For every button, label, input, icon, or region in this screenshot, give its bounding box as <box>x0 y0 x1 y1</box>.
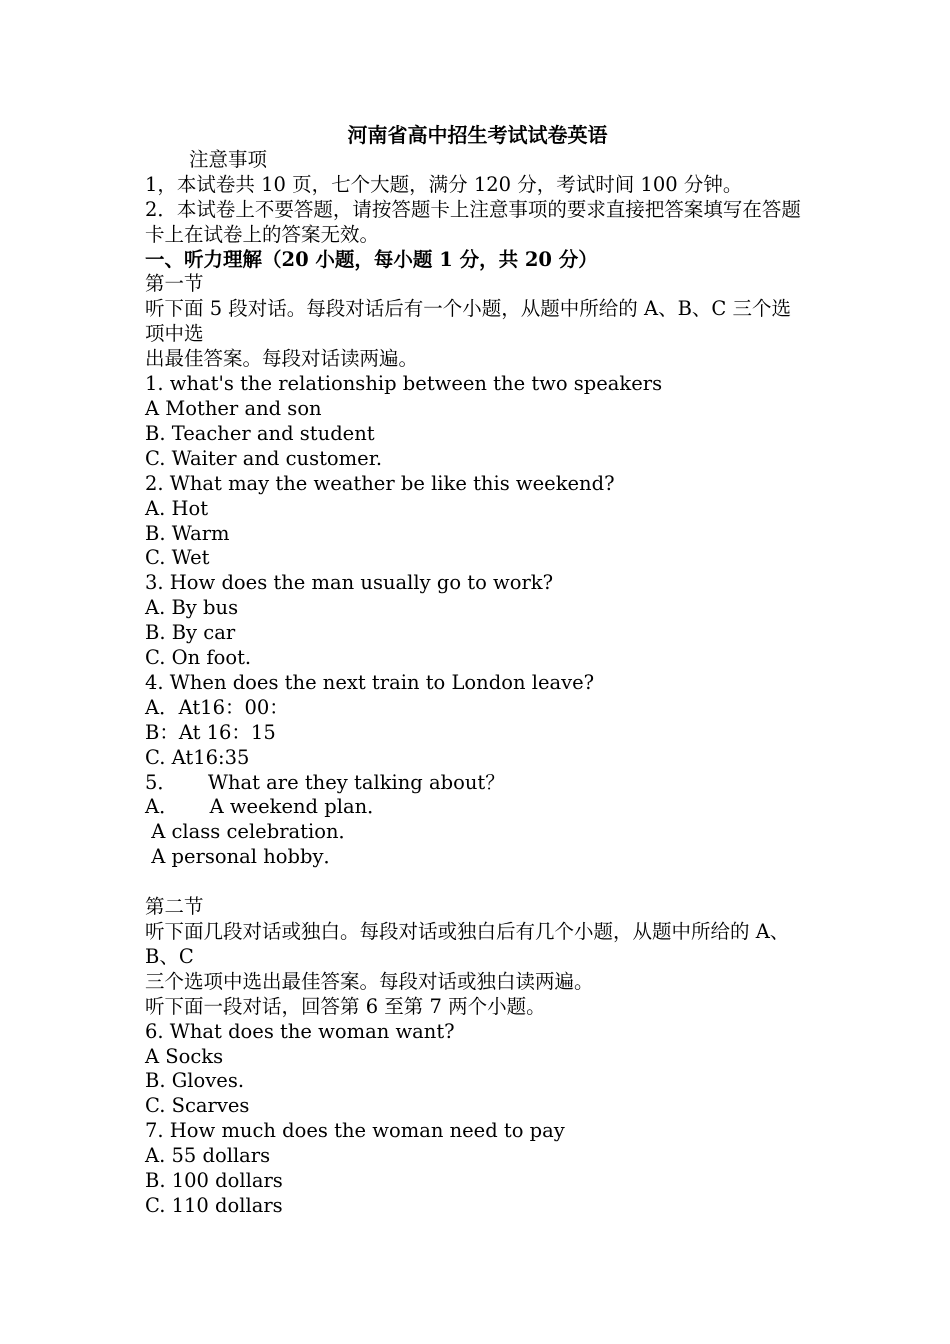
answer-option: B. By car <box>145 621 236 645</box>
section-instruction: 三个选项中选出最佳答案。每段对话或独白读两遍。 <box>145 969 594 993</box>
notice-item: 2．本试卷上不要答题，请按答题卡上注意事项的要求直接把答案填写在答题卡上在试卷上的答案无效。 <box>145 197 801 246</box>
question-text: 4. When does the next train to London leave? <box>145 670 595 694</box>
section-instruction: 听下面 5 段对话。每段对话后有一个小题，从题中所给的 A、B、C 三个选项中选 <box>145 297 792 346</box>
blank-line <box>145 870 810 895</box>
notice-item: 1，本试卷共 10 页，七个大题，满分 120 分，考试时间 100 分钟。 <box>145 172 743 196</box>
answer-option: A personal hobby． <box>145 845 343 869</box>
answer-option: C. Waiter and customer. <box>145 446 383 470</box>
answer-option: B. Teacher and student <box>145 421 375 445</box>
section-instruction: 出最佳答案。每段对话读两遍。 <box>145 347 419 371</box>
answer-option: C. Scarves <box>145 1094 250 1118</box>
answer-option: A class celebration． <box>145 820 359 844</box>
question-text: 7. How much does the woman need to pay <box>145 1119 565 1143</box>
section-heading: 第二节 <box>145 895 204 919</box>
question-text: 6. What does the woman want? <box>145 1019 455 1043</box>
question-text: 2. What may the weather be like this weekend? <box>145 471 615 495</box>
question-text: 5． What are they talking about？ <box>145 770 505 794</box>
answer-option: C. 110 dollars <box>145 1193 283 1217</box>
document-body <box>145 123 810 1219</box>
answer-option: A. 55 dollars <box>145 1144 271 1168</box>
section-instruction: 听下面几段对话或独白。每段对话或独白后有几个小题，从题中所给的 A、B、C <box>145 919 790 968</box>
answer-option: B. Warm <box>145 521 230 545</box>
section-instruction: 听下面一段对话，回答第 6 至第 7 两个小题。 <box>145 994 546 1018</box>
section-heading: 第一节 <box>145 272 204 296</box>
answer-option: C. On foot. <box>145 646 252 670</box>
notice-heading: 注意事项 <box>189 147 268 171</box>
answer-option: B. 100 dollars <box>145 1169 283 1193</box>
answer-option: B：At 16：15 <box>145 720 276 744</box>
answer-option: A．At16：00： <box>145 695 289 719</box>
page-title: 河南省高中招生考试试卷英语 <box>347 123 608 147</box>
answer-option: A Socks <box>145 1044 224 1068</box>
answer-option: B. Gloves. <box>145 1069 245 1093</box>
answer-option: A. Hot <box>145 496 209 520</box>
answer-option: A． A weekend plan． <box>145 795 387 819</box>
question-text: 1. what's the relationship between the two speakers <box>145 372 663 396</box>
answer-option: C. At16:35 <box>145 745 250 769</box>
question-text: 3. How does the man usually go to work? <box>145 571 554 595</box>
answer-option: C. Wet <box>145 546 210 570</box>
answer-option: A Mother and son <box>145 396 322 420</box>
answer-option: A. By bus <box>145 596 239 620</box>
part-heading: 一、听力理解（20 小题，每小题 1 分，共 20 分） <box>145 247 598 271</box>
